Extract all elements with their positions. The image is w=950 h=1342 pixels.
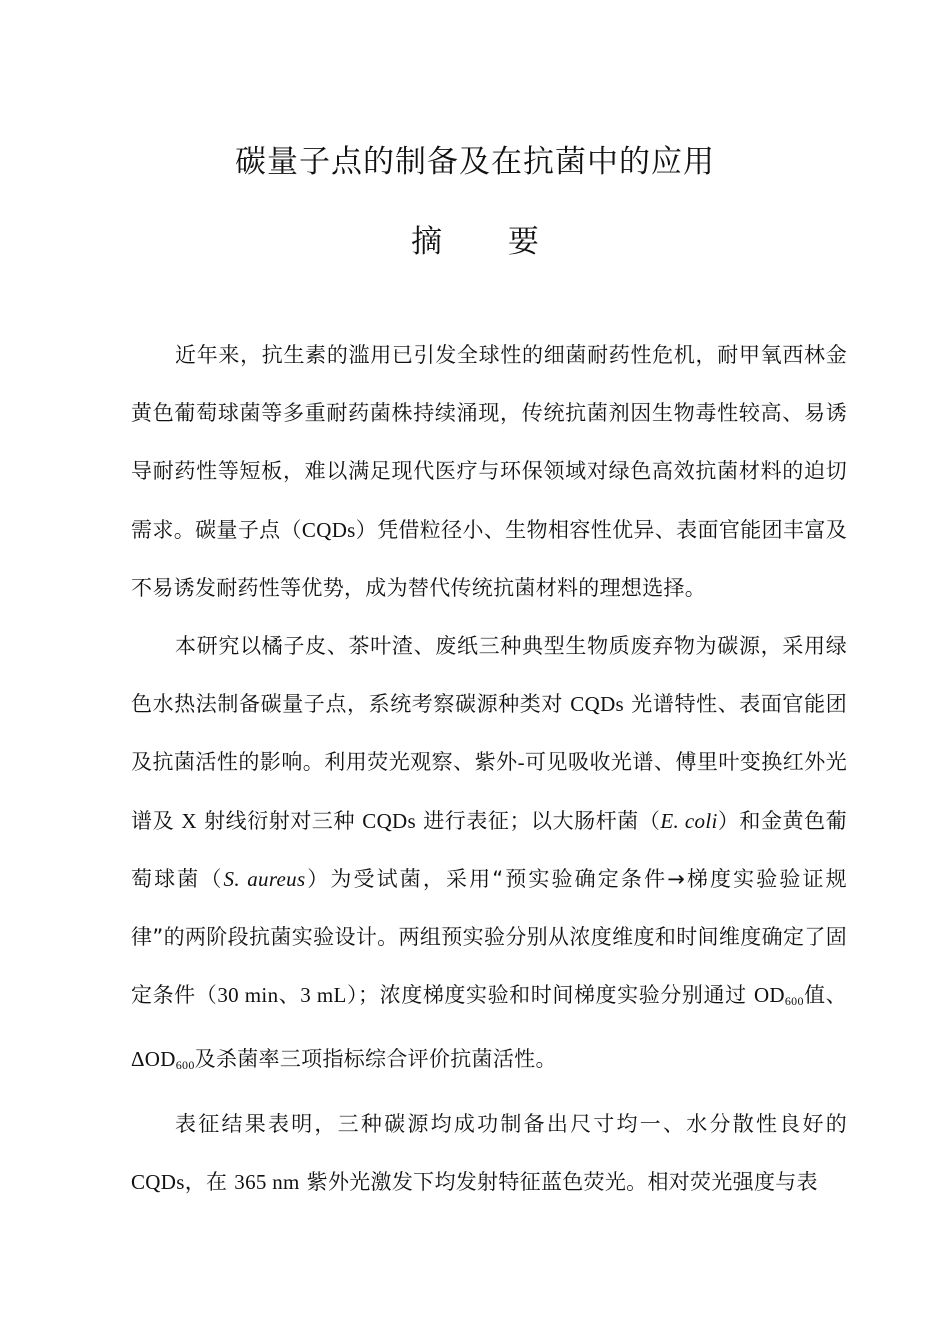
- paragraph-text: 本研究以橘子皮、茶叶渣、废纸三种典型生物质废弃物为碳源，采用绿色水热法制备碳量子点，系统考察碳源种类对: [131, 634, 847, 717]
- paragraph-text: OD: [753, 983, 785, 1008]
- paragraph-text: -: [517, 750, 525, 775]
- paragraph-text: 30 min: [217, 983, 279, 1008]
- subscript-text: 600: [175, 1058, 195, 1073]
- paragraph-text: 紫外光激发下均发射特征蓝色荧光。相对荧光强度与表: [299, 1169, 818, 1194]
- paragraph-text: 射线衍射对三种: [196, 808, 363, 833]
- paragraph-text: 值、: [803, 983, 847, 1008]
- paragraph-text: CQDs: [301, 517, 356, 542]
- paragraph-text: ）为受试菌，采用“预实验确定条件→梯度实验验证规律”的两阶段抗菌实验设计。两组预实验分别从浓度维度和时间维度确定了固定条件（: [131, 866, 847, 1008]
- abstract-paragraph: [131, 1095, 847, 1211]
- paragraph-text: 可见吸收光谱、傅里叶变换红外光谱及: [131, 750, 847, 833]
- document-title: 碳量子点的制备及在抗菌中的应用: [235, 144, 715, 180]
- paragraph-text: ）；浓度梯度实验和时间梯度实验分别通过: [346, 983, 754, 1008]
- paragraph-text: ΔOD: [131, 1047, 176, 1072]
- paragraph-text: ）和金黄色葡萄球菌（: [131, 808, 847, 891]
- subscript-text: 600: [784, 994, 804, 1009]
- paragraph-text: CQDs: [362, 808, 416, 833]
- italic-text: S. aureus: [223, 866, 306, 891]
- abstract-body: [131, 326, 847, 1211]
- paragraph-text: ，在: [184, 1169, 235, 1194]
- paragraph-text: 表征结果表明，三种碳源均成功制备出尺寸均一、水分散性良好的: [175, 1111, 847, 1136]
- abstract-paragraph: [131, 617, 847, 1095]
- paragraph-text: CQDs: [570, 692, 625, 717]
- paragraph-text: 3 mL: [300, 983, 347, 1008]
- paragraph-text: CQDs: [131, 1169, 185, 1194]
- paragraph-text: 、: [278, 983, 301, 1008]
- paragraph-text: X: [181, 808, 197, 833]
- paragraph-text: ）凭借粒径小、生物相容性优异、表面官能团丰富及不易诱发耐药性等优势，成为替代传统抗菌材料的理想选择。: [131, 517, 847, 600]
- italic-text: E. coli: [660, 808, 718, 833]
- paragraph-text: 365 nm: [234, 1169, 300, 1194]
- abstract-paragraph: [131, 326, 847, 617]
- paragraph-text: 进行表征；以大肠杆菌（: [415, 808, 661, 833]
- paragraph-text: 光谱特性、表面官能团及抗菌活性的影响。利用荧光观察、紫外: [131, 692, 847, 775]
- paragraph-text: 近年来，抗生素的滥用已引发全球性的细菌耐药性危机，耐甲氧西林金黄色葡萄球菌等多重耐药菌株持续涌现，传统抗菌剂因生物毒性较高、易诱导耐药性等短板，难以满足现代医疗与环保领域对绿色高效抗菌材料的迫切需求。碳量子点（: [131, 343, 847, 542]
- abstract-heading: 摘 要: [411, 224, 567, 260]
- paragraph-text: 及杀菌率三项指标综合评价抗菌活性。: [194, 1047, 557, 1072]
